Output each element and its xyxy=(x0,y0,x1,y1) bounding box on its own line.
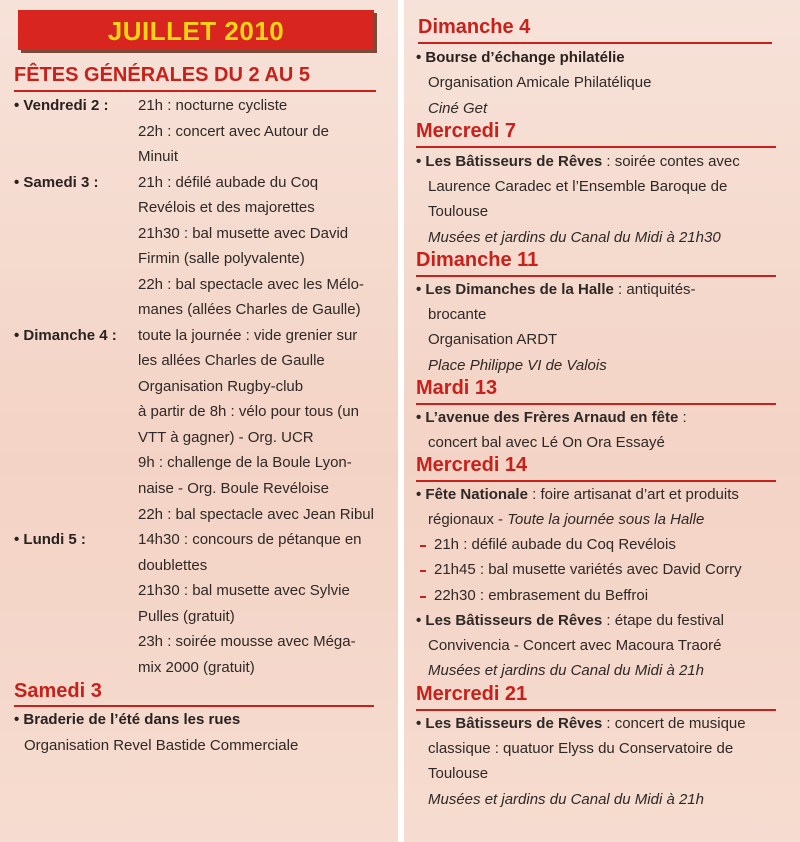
event-place: Musées et jardins du Canal du Midi à 21h xyxy=(428,662,704,679)
event-line: classique : quatuor Elyss du Conservatoire de xyxy=(428,740,734,757)
event-place: Ciné Get xyxy=(428,100,488,117)
event-line: brocante xyxy=(428,306,487,323)
event-place: Musées et jardins du Canal du Midi à 21h xyxy=(428,791,704,808)
event-line: concert bal avec Lé On Ora Essayé xyxy=(428,434,665,451)
section-title-mercredi14: Mercredi 14 xyxy=(416,454,528,476)
fetes-rule xyxy=(14,90,376,92)
section-rule xyxy=(418,42,772,44)
fetes-title: FÊTES GÉNÉRALES DU 2 AU 5 xyxy=(14,64,310,86)
event-org: Organisation Amicale Philatélique xyxy=(428,74,652,91)
day-label-lundi: • Lundi 5 : xyxy=(14,531,86,548)
fete-line: 22h : concert avec Autour de xyxy=(138,123,329,140)
list-item: 21h45 : bal musette variétés avec David Corry xyxy=(434,561,742,578)
event-place: Place Philippe VI de Valois xyxy=(428,357,607,374)
event-line xyxy=(416,609,724,633)
event-line xyxy=(416,483,739,507)
fete-line: à partir de 8h : vélo pour tous (un xyxy=(138,403,359,420)
event-title: • Les Bâtisseurs de Rêves xyxy=(416,153,603,170)
event-title: • Les Bâtisseurs de Rêves xyxy=(416,715,603,732)
event-title: • Les Bâtisseurs de Rêves xyxy=(416,612,603,629)
event-line xyxy=(416,406,687,430)
fete-line: Revélois et des majorettes xyxy=(138,199,315,216)
section-title-dimanche11: Dimanche 11 xyxy=(416,249,539,271)
fete-line: 9h : challenge de la Boule Lyon- xyxy=(138,454,352,471)
list-dash xyxy=(420,570,426,572)
fete-line: doublettes xyxy=(138,557,208,574)
day-label-samedi: • Samedi 3 : xyxy=(14,174,99,191)
event-desc: : foire artisanat d’art et produits xyxy=(527,486,739,503)
fete-line: manes (allées Charles de Gaulle) xyxy=(138,301,361,318)
fete-line: 14h30 : concours de pétanque en xyxy=(138,531,362,548)
fete-line: 22h : bal spectacle avec Jean Ribul xyxy=(138,506,374,523)
event-line xyxy=(416,712,746,736)
list-dash xyxy=(420,596,426,598)
fete-line: naise - Org. Boule Revéloise xyxy=(138,480,329,497)
fete-line: 22h : bal spectacle avec les Mélo- xyxy=(138,276,364,293)
event-title: • Les Dimanches de la Halle xyxy=(416,281,614,298)
fete-line: Pulles (gratuit) xyxy=(138,608,235,625)
fete-line: Firmin (salle polyvalente) xyxy=(138,250,305,267)
list-item: 21h : défilé aubade du Coq Revélois xyxy=(434,536,676,553)
event-desc: : soirée contes avec xyxy=(602,153,740,170)
section-title-samedi3: Samedi 3 xyxy=(14,680,102,702)
section-title-dimanche4: Dimanche 4 xyxy=(418,16,531,38)
list-item: 22h30 : embrasement du Beffroi xyxy=(434,587,649,604)
event-title: • Braderie de l’été dans les rues xyxy=(14,711,241,728)
month-banner xyxy=(18,10,374,50)
section-rule xyxy=(416,146,776,148)
event-title: • Fête Nationale xyxy=(416,486,528,503)
event-org: Organisation Revel Bastide Commerciale xyxy=(24,737,299,754)
fete-line: 21h : nocturne cycliste xyxy=(138,97,288,114)
right-column xyxy=(404,0,800,842)
event-place: Toute la journée sous la Halle xyxy=(507,511,705,528)
list-dash xyxy=(420,545,426,547)
fete-line: Organisation Rugby-club xyxy=(138,378,304,395)
event-line: Laurence Caradec et l’Ensemble Baroque de xyxy=(428,178,728,195)
day-label-dimanche: • Dimanche 4 : xyxy=(14,327,117,344)
fete-line: mix 2000 (gratuit) xyxy=(138,659,255,676)
event-line xyxy=(416,278,696,302)
section-rule xyxy=(416,709,776,711)
section-rule xyxy=(416,480,776,482)
event-line xyxy=(416,150,740,174)
event-line: Convivencia - Concert avec Macoura Traoré xyxy=(428,637,722,654)
event-place: Musées et jardins du Canal du Midi à 21h30 xyxy=(428,229,721,246)
left-column xyxy=(0,0,398,842)
section-title-mercredi21: Mercredi 21 xyxy=(416,683,528,705)
month-title: JUILLET 2010 xyxy=(107,16,285,46)
event-line: Organisation ARDT xyxy=(428,331,558,348)
fete-line: VTT à gagner) - Org. UCR xyxy=(138,429,314,446)
fete-line: 21h30 : bal musette avec David xyxy=(138,225,349,242)
day-label-vendredi: • Vendredi 2 : xyxy=(14,97,109,114)
event-desc: : étape du festival xyxy=(602,612,724,629)
fete-line: 23h : soirée mousse avec Méga- xyxy=(138,633,356,650)
section-rule xyxy=(416,403,776,405)
event-line xyxy=(428,508,704,532)
event-line: Toulouse xyxy=(428,765,489,782)
event-desc: : concert de musique xyxy=(602,715,746,732)
event-line: Toulouse xyxy=(428,203,489,220)
event-desc: : xyxy=(678,409,687,426)
event-title: • L’avenue des Frères Arnaud en fête xyxy=(416,409,679,426)
event-title: • Bourse d’échange philatélie xyxy=(416,49,625,66)
fete-line: Minuit xyxy=(138,148,179,165)
section-title-mardi13: Mardi 13 xyxy=(416,377,498,399)
section-rule xyxy=(14,705,374,707)
fete-line: les allées Charles de Gaulle xyxy=(138,352,325,369)
event-desc: régionaux - xyxy=(428,511,508,528)
fete-line: 21h : défilé aubade du Coq xyxy=(138,174,319,191)
section-title-mercredi7: Mercredi 7 xyxy=(416,120,517,142)
event-desc: : antiquités- xyxy=(613,281,696,298)
fete-line: toute la journée : vide grenier sur xyxy=(138,327,358,344)
fete-line: 21h30 : bal musette avec Sylvie xyxy=(138,582,350,599)
section-rule xyxy=(416,275,776,277)
